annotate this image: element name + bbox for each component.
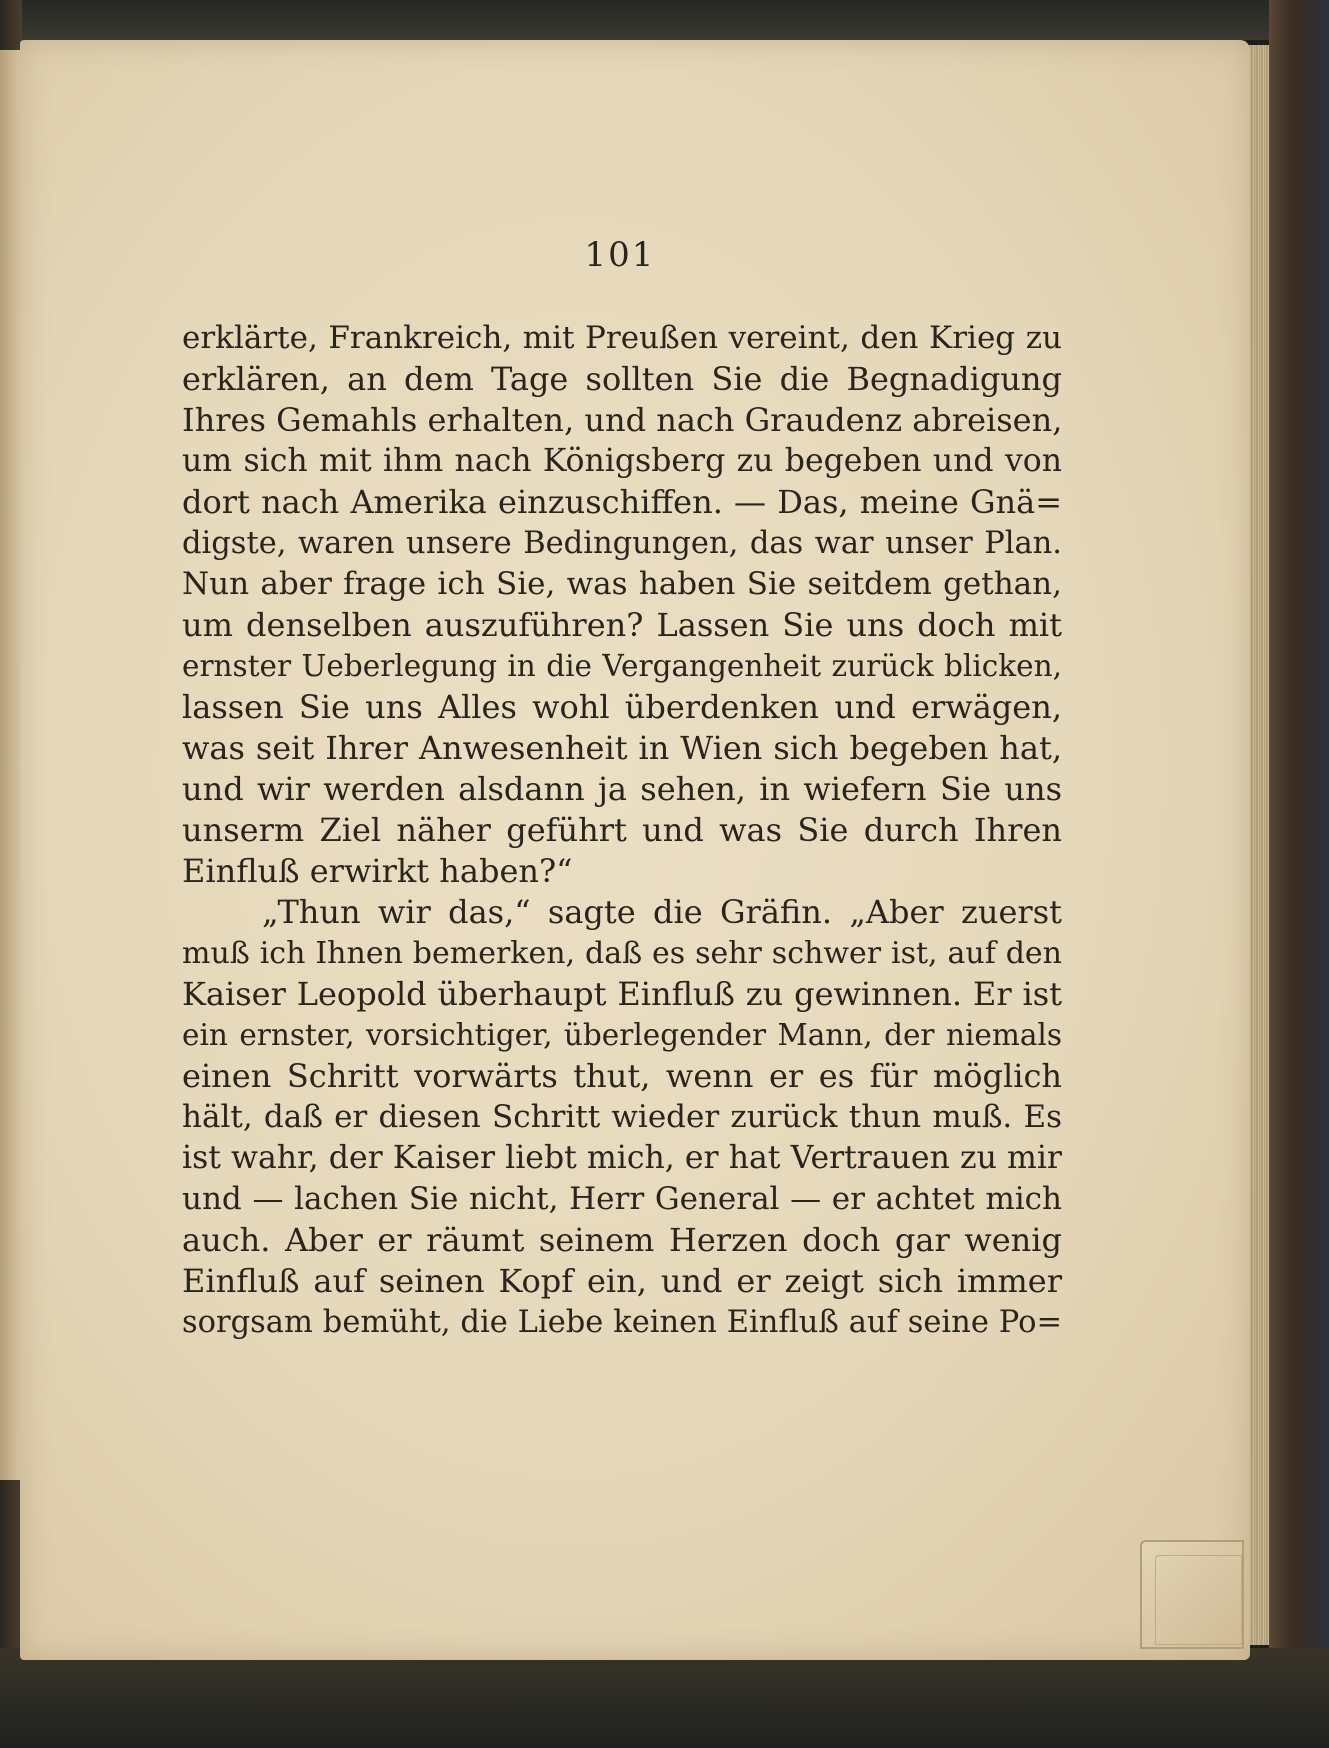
text-line: und — lachen Sie nicht, Herr General — er achtet mich (182, 1181, 1062, 1217)
text-line: sorgsam bemüht, die Liebe keinen Einfluß auf seine Po= (182, 1305, 1062, 1340)
text-line: dort nach Amerika einzuschiffen. — Das, meine Gnä= (182, 483, 1062, 521)
text-line: digste, waren unsere Bedingungen, das war unser Plan. (182, 526, 1062, 561)
worn-page-corner-inner (1155, 1555, 1242, 1645)
text-line: und wir werden alsdann ja sehen, in wiefern Sie uns (182, 770, 1062, 808)
text-line: muß ich Ihnen bemerken, daß es sehr schwer ist, auf den (182, 936, 1062, 971)
text-line: Ihres Gemahls erhalten, und nach Graudenz abreisen, (182, 401, 1063, 439)
text-line: erklärte, Frankreich, mit Preußen vereint, den Krieg zu (182, 320, 1062, 356)
text-line: um sich mit ihm nach Königsberg zu begeben und von (182, 443, 1062, 479)
text-line: auch. Aber er räumt seinem Herzen doch gar wenig (182, 1221, 1062, 1259)
text-line: was seit Ihrer Anwesenheit in Wien sich begeben hat, (182, 729, 1062, 767)
text-line: ein ernster, vorsichtiger, überlegender Mann, der niemals (182, 1018, 1062, 1052)
text-line: ist wahr, der Kaiser liebt mich, er hat Vertrauen zu mir (182, 1140, 1062, 1176)
right-cover-edge (1269, 0, 1329, 1748)
book-page (20, 40, 1250, 1660)
text-line: hält, daß er diesen Schritt wieder zurück thun muß. Es (182, 1099, 1062, 1135)
book-top-edge (0, 0, 1329, 40)
text-line: Einfluß auf seinen Kopf ein, und er zeigt sich immer (182, 1262, 1062, 1300)
book-bottom-edge (0, 1648, 1329, 1748)
text-line: unserm Ziel näher geführt und was Sie durch Ihren (182, 811, 1062, 849)
text-line: erklären, an dem Tage sollten Sie die Begnadigung (182, 360, 1062, 398)
text-line: einen Schritt vorwärts thut, wenn er es für möglich (182, 1057, 1062, 1095)
text-line: Nun aber frage ich Sie, was haben Sie seitdem gethan, (182, 566, 1062, 602)
text-line: Kaiser Leopold überhaupt Einfluß zu gewinnen. Er ist (182, 975, 1062, 1013)
text-line: um denselben auszuführen? Lassen Sie uns doch mit (182, 606, 1062, 644)
page-number: 101 (584, 235, 656, 275)
text-line: „Thun wir das,“ sagte die Gräfin. „Aber zuerst (262, 893, 1062, 931)
text-line: ernster Ueberlegung in die Vergangenheit zurück blicken, (182, 649, 1062, 683)
text-line: lassen Sie uns Alles wohl überdenken und erwägen, (182, 688, 1062, 726)
text-line: Einfluß erwirkt haben?“ (182, 852, 573, 890)
page-text (182, 318, 1062, 1343)
